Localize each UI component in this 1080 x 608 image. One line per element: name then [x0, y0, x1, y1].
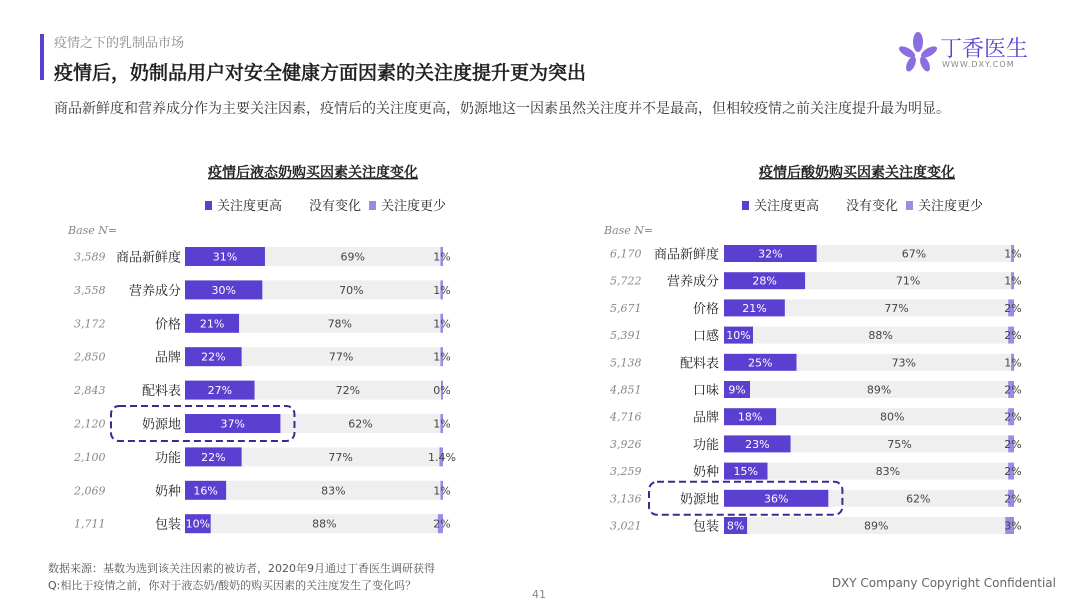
chart-title-0: 疫情后液态奶购买因素关注度变化 — [208, 165, 418, 181]
value-less-0-8: 2% — [433, 517, 451, 531]
legend-swatch-0-2 — [369, 201, 376, 210]
base-n-1-4: 5,138 — [610, 356, 642, 370]
base-n-0-6: 2,100 — [74, 450, 106, 464]
base-n-0-2: 3,172 — [74, 317, 106, 331]
value-more-1-9: 36% — [763, 492, 789, 506]
legend-swatch-1-2 — [906, 201, 913, 210]
value-same-1-4: 73% — [891, 356, 917, 370]
base-n-1-9: 3,136 — [610, 492, 642, 506]
category-label-0-4: 配料表 — [141, 384, 181, 400]
value-less-0-4: 0% — [433, 384, 451, 398]
category-label-1-5: 口味 — [692, 383, 719, 399]
base-n-0-8: 1,711 — [74, 517, 106, 531]
value-more-1-5: 9% — [728, 383, 746, 397]
category-label-1-6: 品牌 — [692, 410, 719, 426]
value-same-0-2: 78% — [327, 317, 353, 331]
category-label-1-9: 奶源地 — [679, 492, 719, 508]
value-same-0-8: 88% — [312, 517, 337, 531]
footnote-source: 数据来源：基数为选到该关注因素的被访者，2020年9月通过丁香医生调研获得 — [48, 562, 435, 575]
chart-title-1: 疫情后酸奶购买因素关注度变化 — [759, 165, 955, 181]
value-same-0-7: 83% — [321, 484, 346, 498]
value-same-0-1: 70% — [339, 283, 364, 297]
value-less-0-6: 1.4% — [428, 450, 456, 464]
value-same-1-3: 88% — [868, 329, 893, 343]
value-more-0-1: 30% — [211, 283, 236, 297]
description: 商品新鲜度和营养成分作为主要关注因素，疫情后的关注度更高，奶源地这一因素虽然关注度并不是最高，但相较疫情之前关注度提升最为明显。 — [54, 101, 950, 117]
legend-label-1-1: 没有变化 — [846, 199, 899, 214]
base-n-0-7: 2,069 — [74, 484, 106, 498]
base-n-1-7: 3,926 — [610, 437, 642, 451]
value-less-1-8: 2% — [1004, 465, 1022, 479]
value-less-0-0: 1% — [433, 250, 451, 264]
base-n-1-6: 4,716 — [610, 410, 642, 424]
legend-label-1-2: 关注度更少 — [918, 199, 984, 214]
value-same-0-5: 62% — [348, 417, 373, 431]
footnote-question: Q:相比于疫情之前，你对于液态奶/酸奶的购买因素的关注度发生了变化吗？ — [48, 579, 417, 592]
page-title: 疫情后，奶制品用户对安全健康方面因素的关注度提升更为突出 — [54, 62, 587, 84]
value-more-1-7: 23% — [745, 437, 770, 451]
value-less-1-9: 2% — [1004, 492, 1022, 506]
base-label-0: Base N= — [68, 224, 118, 237]
value-less-1-5: 2% — [1004, 383, 1022, 397]
value-more-0-3: 22% — [201, 350, 226, 364]
value-same-1-0: 67% — [901, 247, 927, 261]
value-less-0-3: 1% — [433, 350, 451, 364]
value-more-1-6: 18% — [737, 410, 763, 424]
value-more-0-8: 10% — [185, 517, 211, 531]
category-label-1-7: 功能 — [692, 437, 719, 453]
category-label-0-6: 功能 — [154, 450, 181, 466]
value-more-1-4: 25% — [748, 356, 773, 370]
value-more-0-0: 31% — [212, 250, 238, 264]
category-label-1-2: 价格 — [692, 301, 719, 317]
base-n-0-1: 3,558 — [74, 283, 106, 297]
value-more-0-2: 21% — [199, 317, 225, 331]
value-more-1-10: 8% — [726, 519, 745, 533]
category-label-1-3: 口感 — [692, 329, 719, 345]
value-more-1-1: 28% — [752, 274, 777, 288]
value-same-1-10: 89% — [864, 519, 889, 533]
base-n-0-5: 2,120 — [74, 417, 106, 431]
logo-url: WWW.DXY.COM — [942, 60, 1015, 69]
base-n-1-2: 5,671 — [610, 301, 642, 315]
base-n-1-5: 4,851 — [610, 383, 642, 397]
value-less-1-1: 1% — [1004, 274, 1022, 288]
base-n-1-8: 3,259 — [610, 465, 642, 479]
base-n-0-3: 2,850 — [74, 350, 106, 364]
category-label-0-2: 价格 — [154, 317, 181, 333]
value-more-1-2: 21% — [742, 301, 767, 315]
legend-label-0-1: 没有变化 — [309, 199, 362, 214]
value-less-0-1: 1% — [433, 283, 451, 297]
legend-label-0-0: 关注度更高 — [217, 199, 283, 214]
base-label-1: Base N= — [604, 224, 654, 237]
category-label-0-5: 奶源地 — [141, 417, 181, 433]
category-label-1-10: 包装 — [692, 519, 719, 535]
value-less-1-10: 3% — [1004, 519, 1022, 533]
value-more-0-7: 16% — [193, 484, 218, 498]
base-n-1-3: 5,391 — [610, 329, 642, 343]
base-n-0-0: 3,589 — [74, 250, 106, 264]
value-less-1-7: 2% — [1004, 437, 1022, 451]
base-n-1-1: 5,722 — [610, 274, 642, 288]
value-less-1-3: 2% — [1004, 329, 1022, 343]
category-label-0-7: 奶种 — [154, 484, 181, 500]
value-same-1-9: 62% — [906, 492, 931, 506]
base-n-0-4: 2,843 — [74, 384, 106, 398]
value-same-0-3: 77% — [328, 350, 354, 364]
category-label-0-0: 商品新鲜度 — [115, 250, 181, 266]
value-same-1-5: 89% — [866, 383, 892, 397]
category-label-1-1: 营养成分 — [666, 274, 719, 290]
value-more-0-6: 22% — [201, 450, 226, 464]
value-less-1-0: 1% — [1004, 247, 1022, 261]
base-n-1-0: 6,170 — [610, 247, 642, 261]
value-same-1-1: 71% — [895, 274, 921, 288]
value-less-0-5: 1% — [433, 417, 451, 431]
category-label-1-4: 配料表 — [679, 356, 719, 372]
value-same-1-6: 80% — [879, 410, 905, 424]
value-more-1-0: 32% — [758, 247, 783, 261]
legend-swatch-1-0 — [742, 201, 749, 210]
value-more-0-4: 27% — [207, 384, 233, 398]
value-more-0-5: 37% — [220, 417, 245, 431]
value-less-0-2: 1% — [433, 317, 451, 331]
legend-label-1-0: 关注度更高 — [754, 199, 820, 214]
value-less-0-7: 1% — [433, 484, 451, 498]
page-number: 41 — [532, 588, 546, 601]
value-same-0-0: 69% — [340, 250, 365, 264]
category-label-1-8: 奶种 — [692, 465, 719, 481]
value-same-1-2: 77% — [884, 301, 909, 315]
section-label: 疫情之下的乳制品市场 — [54, 36, 185, 51]
value-more-1-8: 15% — [733, 465, 758, 479]
value-same-1-8: 83% — [875, 465, 901, 479]
category-label-1-0: 商品新鲜度 — [653, 247, 719, 263]
value-less-1-2: 2% — [1004, 301, 1022, 315]
legend-swatch-0-0 — [205, 201, 212, 210]
value-same-0-6: 77% — [328, 450, 353, 464]
value-same-1-7: 75% — [887, 437, 912, 451]
category-label-0-3: 品牌 — [154, 350, 181, 366]
value-same-0-4: 72% — [335, 384, 361, 398]
value-more-1-3: 10% — [726, 329, 751, 343]
value-less-1-6: 2% — [1004, 410, 1022, 424]
base-n-1-10: 3,021 — [610, 519, 642, 533]
category-label-0-8: 包装 — [154, 517, 181, 533]
category-label-0-1: 营养成分 — [128, 283, 181, 299]
value-less-1-4: 1% — [1004, 356, 1022, 370]
copyright: DXY Company Copyright Confidential — [831, 576, 1056, 590]
legend-label-0-2: 关注度更少 — [381, 199, 447, 214]
logo-text: 丁香医生 — [940, 37, 1029, 62]
